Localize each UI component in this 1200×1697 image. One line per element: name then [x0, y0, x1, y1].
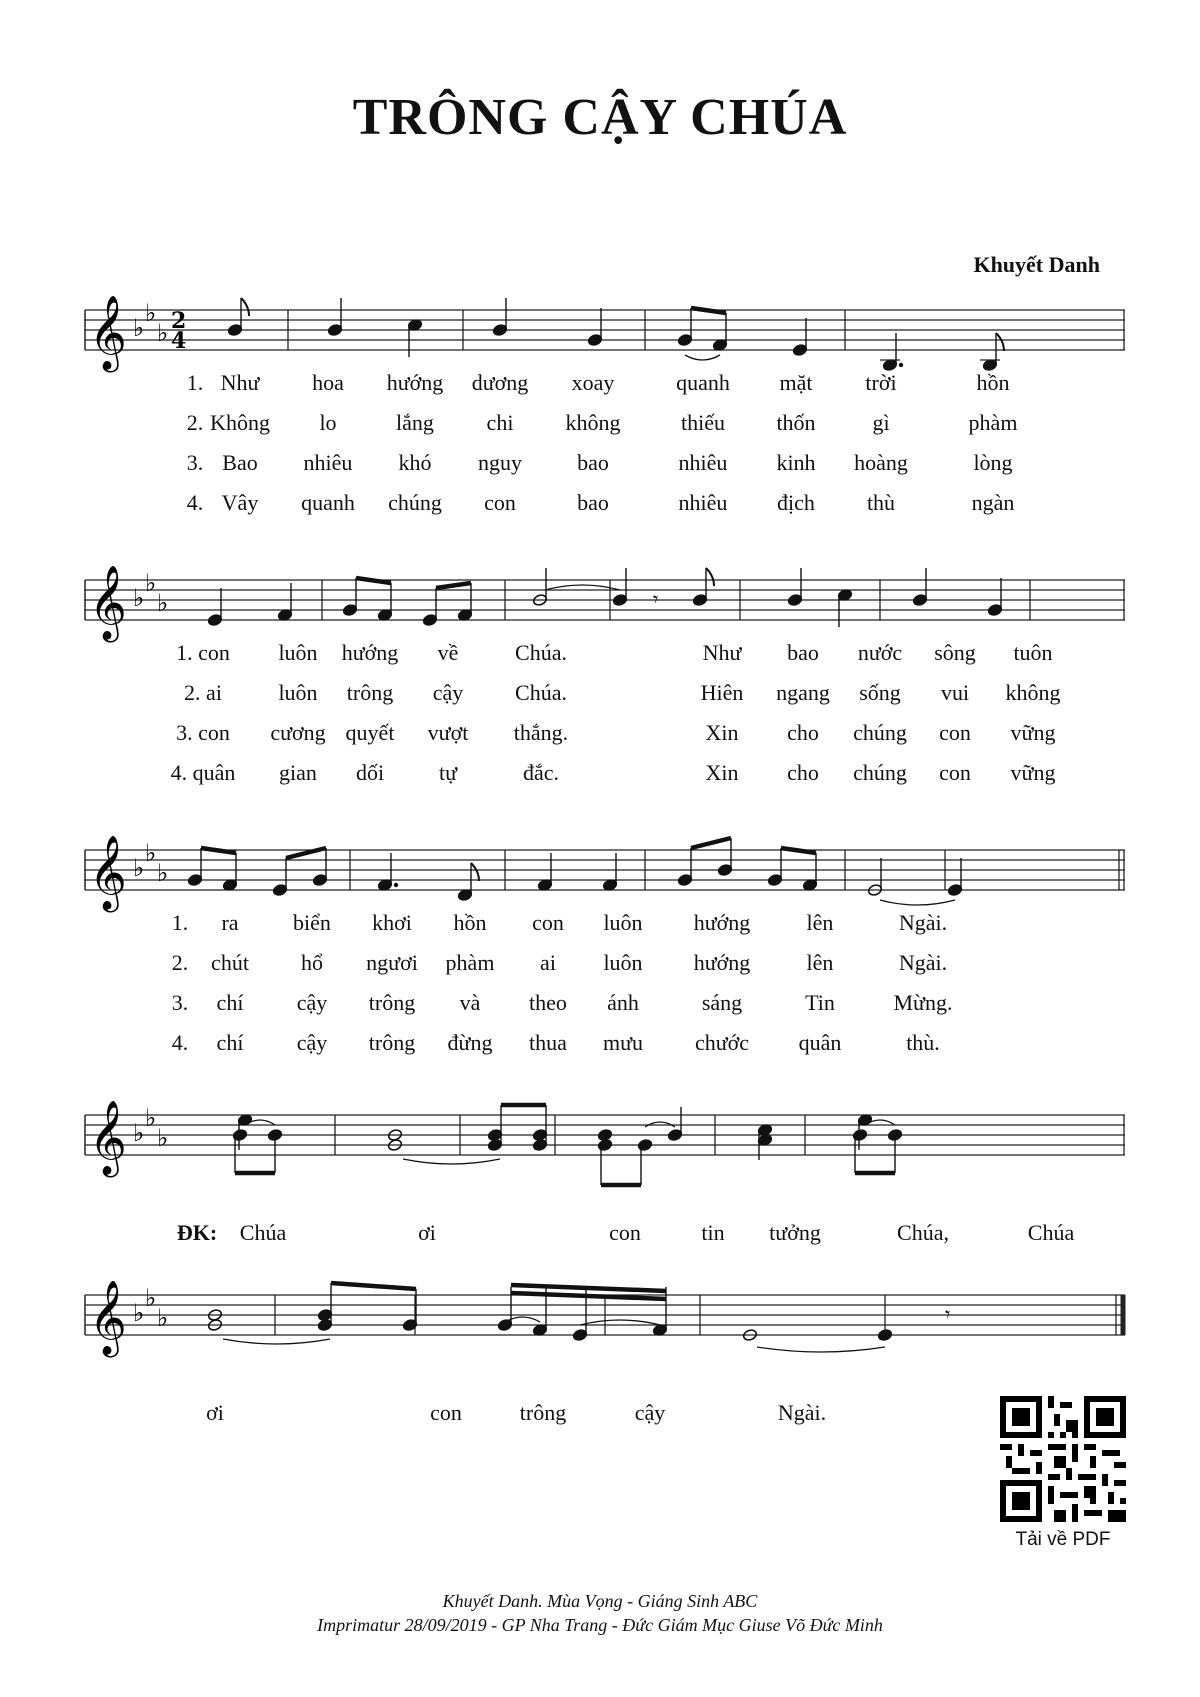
slur — [880, 900, 955, 905]
lyric-syllable: nước — [857, 640, 903, 665]
lyric-syllable: lên — [806, 950, 834, 975]
flat-icon: ♭ — [157, 1124, 169, 1152]
lyric-syllable: mặt — [779, 370, 813, 395]
lyric-syllable: bao — [577, 490, 609, 515]
music-system-4 — [85, 1095, 1125, 1260]
lyric-syllable: địch — [777, 490, 815, 515]
lyric-syllable: sáng — [701, 990, 743, 1015]
lyric-syllable: thiếu — [681, 410, 725, 435]
lyric-syllable: thù — [866, 490, 896, 515]
qr-label[interactable]: Tải về PDF — [1015, 1529, 1111, 1550]
music-system-1 — [85, 290, 1125, 530]
lyric-syllable: phàm — [445, 950, 495, 975]
lyric-syllable: tuôn — [1013, 640, 1053, 665]
lyric-syllable: gian — [279, 760, 317, 785]
lyric-syllable: theo — [529, 990, 567, 1015]
verse-1-lyrics — [85, 910, 1125, 950]
lyric-syllable: nhiêu — [678, 450, 728, 475]
lyric-syllable: luôn — [603, 910, 643, 935]
note-beam — [331, 1283, 416, 1289]
lyric-syllable: Tin — [805, 990, 835, 1015]
lyric-syllable: Vây — [221, 490, 259, 515]
lyric-syllable: vượt — [427, 720, 469, 745]
lyric-syllable: nguy — [478, 450, 522, 475]
lyric-syllable: Xin — [705, 760, 739, 785]
lyric-syllable: hướng — [341, 640, 399, 665]
note-flag — [241, 298, 249, 316]
lyric-syllable: quanh — [301, 490, 355, 515]
lyric-syllable: ngàn — [971, 490, 1015, 515]
staff-2 — [85, 560, 1125, 640]
refrain-lyrics — [85, 1400, 1125, 1440]
note-beam — [356, 578, 391, 583]
treble-clef-icon: 𝄞 — [89, 836, 127, 910]
lyric-syllable: lên — [806, 910, 834, 935]
lyric-syllable: hướng — [693, 950, 751, 975]
flat-icon: ♭ — [133, 854, 145, 882]
lyric-syllable: Như — [220, 370, 260, 395]
verse-2-lyrics — [85, 950, 1125, 990]
note-beam — [511, 1293, 666, 1299]
slur — [403, 1159, 500, 1164]
lyric-syllable: về — [437, 640, 459, 665]
lyric-syllable: biển — [293, 910, 331, 935]
verse-1-lyrics — [85, 370, 1125, 410]
lyric-syllable: tin — [701, 1220, 725, 1245]
verse-1-lyrics — [85, 640, 1125, 680]
slur — [580, 1320, 660, 1325]
lyric-syllable: Chúa — [239, 1220, 287, 1245]
lyric-syllable: kinh — [776, 450, 816, 475]
lyric-syllable: quân — [798, 1030, 842, 1055]
note-head — [877, 1328, 892, 1341]
flat-icon: ♭ — [145, 299, 157, 327]
lyric-syllable: mưu — [602, 1030, 644, 1055]
lyric-syllable: quanh — [676, 370, 730, 395]
note-beam — [511, 1285, 666, 1291]
lyric-syllable: chí — [216, 1030, 244, 1055]
lyric-syllable: bao — [577, 450, 609, 475]
lyric-syllable: con — [430, 1400, 462, 1425]
lyric-syllable: lắng — [396, 410, 434, 435]
verse-4-lyrics — [85, 760, 1125, 800]
lyric-syllable: Chúa. — [515, 640, 567, 665]
lyric-syllable: con — [532, 910, 564, 935]
verse-2-lyrics — [85, 680, 1125, 720]
flat-icon: ♭ — [133, 1299, 145, 1327]
lyric-syllable: trông — [346, 680, 394, 705]
qr-download[interactable] — [1000, 1396, 1126, 1551]
lyric-syllable: cậy — [296, 1030, 328, 1055]
lyric-syllable: nhiêu — [678, 490, 728, 515]
lyric-syllable: 3. — [186, 450, 204, 475]
lyric-syllable: cho — [787, 760, 819, 785]
lyric-syllable: 4. quân — [170, 760, 236, 785]
lyric-syllable: Xin — [705, 720, 739, 745]
lyric-syllable: lo — [319, 410, 337, 435]
lyric-syllable: chút — [211, 950, 249, 975]
lyric-syllable: 1. — [186, 370, 204, 395]
lyric-syllable: gì — [872, 410, 890, 435]
lyric-syllable: con — [609, 1220, 641, 1245]
treble-clef-icon: 𝄞 — [89, 296, 127, 370]
lyric-syllable: trông — [519, 1400, 567, 1425]
refrain-label: ĐK: — [176, 1220, 218, 1245]
lyric-syllable: hổ — [301, 950, 323, 975]
lyric-syllable: thốn — [776, 410, 816, 435]
lyric-syllable: con — [484, 490, 516, 515]
lyric-syllable: chúng — [388, 490, 442, 515]
note-head — [597, 1138, 612, 1151]
lyric-syllable: luôn — [278, 640, 318, 665]
lyric-syllable: ai — [540, 950, 556, 975]
lyric-syllable: ngươi — [366, 950, 418, 975]
lyric-syllable: chi — [486, 410, 514, 435]
footer — [0, 1589, 1200, 1637]
lyric-syllable: xoay — [571, 370, 615, 395]
lyric-syllable: luôn — [603, 950, 643, 975]
lyric-syllable: khơi — [372, 910, 412, 935]
flat-icon: ♭ — [145, 839, 157, 867]
note-flag — [706, 568, 714, 586]
slur — [757, 1347, 885, 1352]
lyric-syllable: tưởng — [769, 1220, 821, 1245]
lyric-syllable: 3. con — [176, 720, 230, 745]
lyric-syllable: con — [939, 720, 971, 745]
slur — [685, 355, 720, 360]
lyric-syllable: không — [565, 410, 621, 435]
song-title: TRÔNG CẬY CHÚA — [352, 89, 848, 146]
lyric-syllable: cương — [270, 720, 326, 745]
lyric-syllable: nhiêu — [303, 450, 353, 475]
music-system-3 — [85, 830, 1125, 1070]
lyric-syllable: phàm — [968, 410, 1018, 435]
lyric-syllable: Không — [210, 410, 270, 435]
staff-3-notation — [85, 830, 1125, 910]
eighth-rest-icon: 𝄾 — [945, 1302, 951, 1326]
note-beam — [691, 838, 731, 848]
lyric-syllable: tự — [438, 760, 458, 785]
flat-icon: ♭ — [145, 569, 157, 597]
lyric-syllable: sông — [934, 640, 976, 665]
verse-2-lyrics — [85, 410, 1125, 450]
music-system-2 — [85, 560, 1125, 800]
slur — [545, 585, 620, 590]
lyric-syllable: Chúa — [1027, 1220, 1075, 1245]
lyric-syllable: hoa — [312, 370, 344, 395]
lyric-syllable: trông — [368, 990, 416, 1015]
flat-icon: ♭ — [133, 584, 145, 612]
lyric-syllable: hồn — [976, 370, 1010, 395]
lyric-syllable: 1. — [171, 910, 189, 935]
lyric-syllable: 2. — [171, 950, 189, 975]
lyric-syllable: Ngài. — [898, 910, 948, 935]
qr-code-icon[interactable] — [1000, 1396, 1126, 1522]
lyric-syllable: 1. con — [176, 640, 230, 665]
lyric-syllable: Chúa. — [515, 680, 567, 705]
time-signature-bottom: 4 — [171, 328, 187, 354]
eighth-rest-icon: 𝄾 — [653, 587, 659, 611]
lyric-syllable: chúng — [853, 720, 907, 745]
lyric-syllable: trời — [865, 370, 897, 395]
lyric-syllable: hướng — [693, 910, 751, 935]
lyric-syllable: ra — [221, 910, 239, 935]
lyric-syllable: hoàng — [854, 450, 908, 475]
lyric-syllable: hướng — [386, 370, 444, 395]
treble-clef-icon: 𝄞 — [89, 566, 127, 640]
lyric-syllable: Chúa, — [897, 1220, 949, 1245]
flat-icon: ♭ — [157, 589, 169, 617]
lyric-syllable: chí — [216, 990, 244, 1015]
lyric-syllable: cậy — [634, 1400, 666, 1425]
treble-clef-icon: 𝄞 — [89, 1281, 127, 1355]
lyric-syllable: chúng — [853, 760, 907, 785]
lyric-syllable: Ngài. — [898, 950, 948, 975]
lyric-syllable: 4. — [186, 490, 204, 515]
note-flag — [996, 333, 1004, 351]
lyric-syllable: đừng — [447, 1030, 493, 1055]
lyric-syllable: không — [1005, 680, 1061, 705]
lyric-syllable: vui — [940, 680, 970, 705]
verse-4-lyrics — [85, 1030, 1125, 1070]
lyric-syllable: 2. ai — [184, 680, 222, 705]
verse-3-lyrics — [85, 720, 1125, 760]
lyric-syllable: thua — [529, 1030, 567, 1055]
lyric-syllable: cho — [787, 720, 819, 745]
lyric-syllable: thù. — [906, 1030, 940, 1055]
flat-icon: ♭ — [133, 314, 145, 342]
lyric-syllable: ơi — [418, 1220, 436, 1245]
staff-4-notation — [85, 1095, 1125, 1220]
lyric-syllable: hồn — [453, 910, 487, 935]
time-signature-top: 2 — [171, 308, 187, 334]
composer: Khuyết Danh — [973, 252, 1100, 277]
treble-clef-icon: 𝄞 — [89, 1101, 127, 1175]
staff-5-notation — [85, 1275, 1125, 1400]
lyric-syllable: lòng — [973, 450, 1013, 475]
lyric-syllable: Mừng. — [893, 990, 953, 1015]
lyric-syllable: 2. — [186, 410, 204, 435]
lyric-syllable: bao — [787, 640, 819, 665]
lyric-syllable: dương — [471, 370, 529, 395]
staff-5 — [85, 1275, 1125, 1400]
lyric-syllable: vững — [1010, 760, 1056, 785]
lyric-syllable: ngang — [776, 680, 830, 705]
verse-3-lyrics — [85, 450, 1125, 490]
footer-imprimatur: Imprimatur 28/09/2019 - GP Nha Trang - Đức Giám Mục Giuse Võ Đức Minh — [317, 1615, 883, 1635]
lyric-syllable: quyết — [345, 720, 395, 745]
staff-3 — [85, 830, 1125, 910]
footer-source: Khuyết Danh. Mùa Vọng - Giáng Sinh ABC — [442, 1591, 758, 1611]
lyric-syllable: đắc. — [522, 760, 560, 785]
note-beam — [436, 583, 471, 588]
lyric-syllable: dối — [355, 760, 385, 785]
music-system-5 — [85, 1275, 1125, 1440]
lyric-syllable: và — [459, 990, 481, 1015]
flat-icon: ♭ — [157, 1304, 169, 1332]
lyric-syllable: Ngài. — [777, 1400, 827, 1425]
lyric-syllable: vững — [1010, 720, 1056, 745]
flat-icon: ♭ — [133, 1119, 145, 1147]
staff-4 — [85, 1095, 1125, 1220]
note-beam — [201, 848, 236, 853]
flat-icon: ♭ — [145, 1284, 157, 1312]
staff-1 — [85, 290, 1125, 370]
note-dot — [394, 883, 398, 887]
staff-2-notation — [85, 560, 1125, 640]
lyric-syllable: Bao — [222, 450, 258, 475]
lyric-syllable: con — [939, 760, 971, 785]
lyric-syllable: khó — [398, 450, 432, 475]
lyric-syllable: chước — [694, 1030, 750, 1055]
verse-4-lyrics — [85, 490, 1125, 530]
lyric-syllable: Hiên — [700, 680, 744, 705]
flat-icon: ♭ — [157, 859, 169, 887]
note-beam — [691, 308, 726, 313]
lyric-syllable: sống — [859, 680, 901, 705]
refrain-lyrics — [85, 1220, 1125, 1260]
note-flag — [471, 863, 479, 881]
note-dot — [899, 363, 903, 367]
flat-icon: ♭ — [145, 1104, 157, 1132]
slur — [223, 1339, 330, 1344]
lyric-syllable: trông — [368, 1030, 416, 1055]
lyric-syllable: luôn — [278, 680, 318, 705]
lyric-syllable: 3. — [171, 990, 189, 1015]
flat-icon: ♭ — [157, 319, 169, 347]
verse-3-lyrics — [85, 990, 1125, 1030]
lyric-syllable: Như — [702, 640, 742, 665]
note-beam — [781, 848, 816, 853]
lyric-syllable: ánh — [607, 990, 639, 1015]
lyric-syllable: thắng. — [513, 720, 569, 745]
lyric-syllable: ơi — [206, 1400, 224, 1425]
note-head — [637, 1138, 652, 1151]
lyric-syllable: 4. — [171, 1030, 189, 1055]
lyric-syllable: cậy — [432, 680, 464, 705]
staff-1-notation — [85, 290, 1125, 370]
lyric-syllable: cậy — [296, 990, 328, 1015]
